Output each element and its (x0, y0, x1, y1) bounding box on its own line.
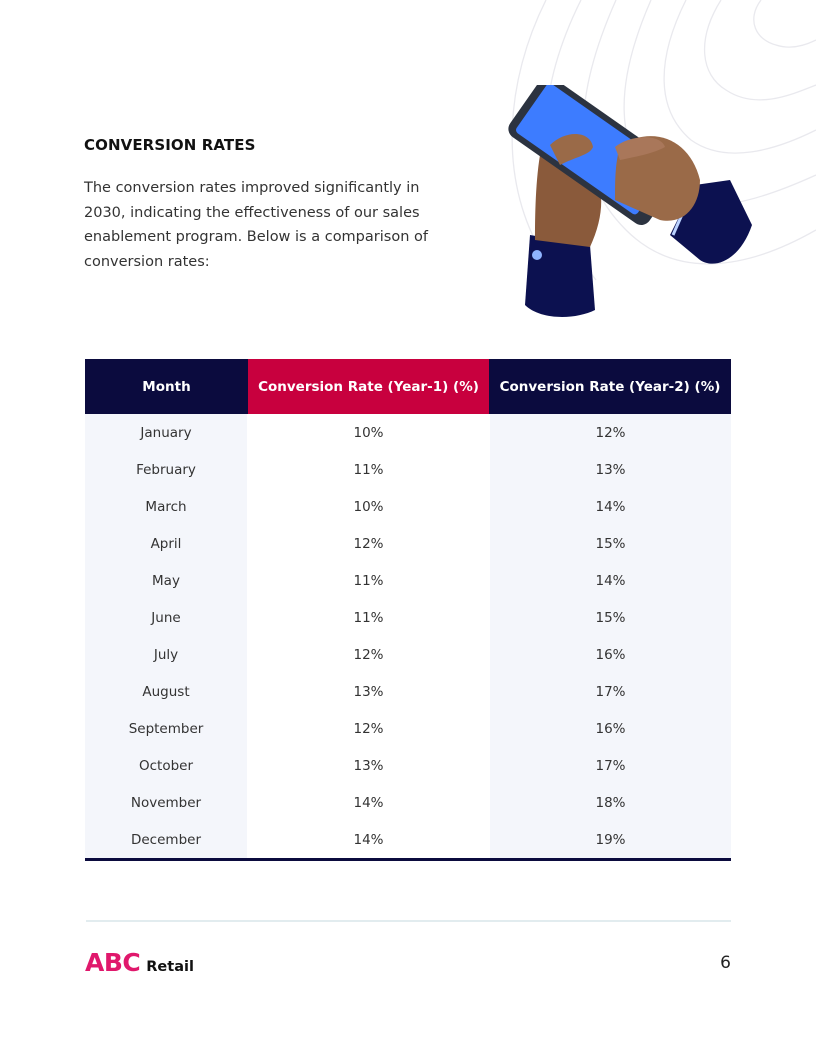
table-row (85, 599, 731, 636)
cell-year-2-rate: 14% (489, 562, 731, 599)
brand-secondary-text: Retail (146, 959, 194, 975)
table-row (85, 414, 731, 451)
table-row (85, 784, 731, 821)
cell-year-1-rate: 14% (248, 784, 489, 821)
conversion-rates-table (85, 359, 731, 861)
cell-year-2-rate: 16% (489, 636, 731, 673)
cell-year-2-rate: 14% (489, 488, 731, 525)
cell-year-1-rate: 12% (248, 525, 489, 562)
table-row (85, 710, 731, 747)
table-row (85, 525, 731, 562)
footer-divider (86, 920, 731, 922)
brand-logo (85, 948, 194, 977)
cell-year-1-rate: 10% (248, 414, 489, 451)
table-row (85, 562, 731, 599)
cell-month: November (85, 784, 248, 821)
cell-year-1-rate: 10% (248, 488, 489, 525)
table-row (85, 673, 731, 710)
cell-year-1-rate: 12% (248, 636, 489, 673)
cell-month: March (85, 488, 248, 525)
cell-year-1-rate: 13% (248, 747, 489, 784)
cell-year-1-rate: 13% (248, 673, 489, 710)
cell-year-2-rate: 12% (489, 414, 731, 451)
hands-holding-phone-illustration (495, 85, 760, 325)
table-row (85, 451, 731, 488)
cell-year-1-rate: 11% (248, 562, 489, 599)
cell-month: May (85, 562, 248, 599)
cell-month: December (85, 821, 248, 860)
column-header-month: Month (85, 359, 248, 414)
table-row (85, 821, 731, 860)
cell-year-1-rate: 12% (248, 710, 489, 747)
brand-primary-text: ABC (85, 948, 141, 977)
table-row (85, 636, 731, 673)
cell-month: September (85, 710, 248, 747)
cell-year-2-rate: 16% (489, 710, 731, 747)
page-number: 6 (720, 953, 731, 973)
cell-year-1-rate: 11% (248, 451, 489, 488)
cell-year-2-rate: 19% (489, 821, 731, 860)
cell-month: April (85, 525, 248, 562)
section-heading: CONVERSION RATES (84, 136, 256, 154)
cell-year-2-rate: 17% (489, 673, 731, 710)
cell-year-2-rate: 15% (489, 599, 731, 636)
cell-year-1-rate: 11% (248, 599, 489, 636)
cell-year-1-rate: 14% (248, 821, 489, 860)
cell-year-2-rate: 15% (489, 525, 731, 562)
cell-year-2-rate: 18% (489, 784, 731, 821)
cell-month: June (85, 599, 248, 636)
table-row (85, 747, 731, 784)
cell-month: February (85, 451, 248, 488)
table-row (85, 488, 731, 525)
column-header-year-2: Conversion Rate (Year-2) (%) (489, 359, 731, 414)
section-intro-paragraph: The conversion rates improved significantly in 2030, indicating the effectiveness of our sales enablement program. Below is a comparison of conversion rates: (84, 180, 428, 270)
cell-month: July (85, 636, 248, 673)
cell-month: January (85, 414, 248, 451)
cell-year-2-rate: 17% (489, 747, 731, 784)
column-header-year-1: Conversion Rate (Year-1) (%) (248, 359, 489, 414)
cell-month: October (85, 747, 248, 784)
cell-year-2-rate: 13% (489, 451, 731, 488)
table-header-row (85, 359, 731, 414)
cell-month: August (85, 673, 248, 710)
